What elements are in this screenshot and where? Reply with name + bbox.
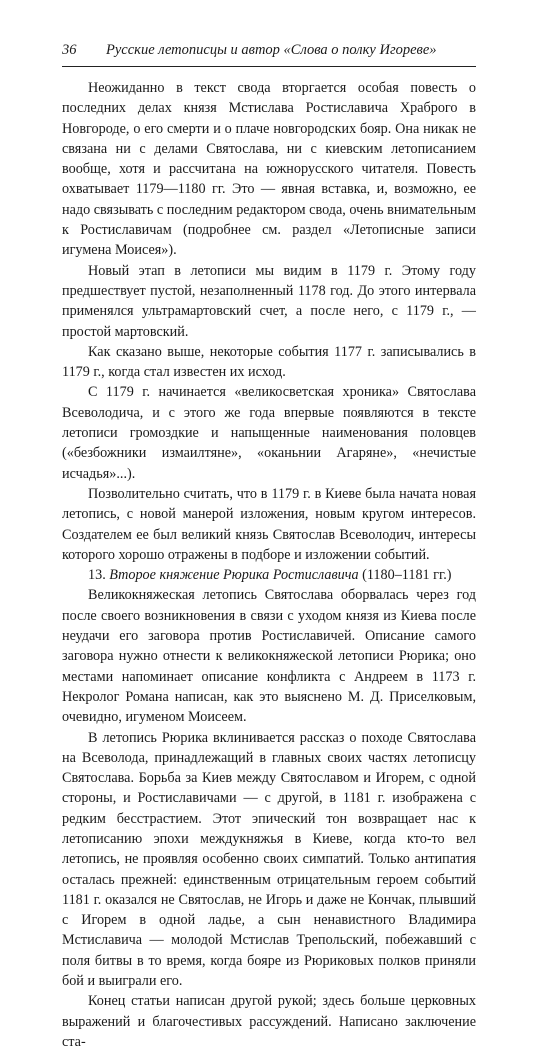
paragraph: Новый этап в летописи мы видим в 1179 г. Этому году предшествует пустой, незаполненный 1178 год. До этого интервала применялся ультрамартовский счет, а после него, с 1179 г., — простой мартовский. [62, 262, 476, 340]
section-heading [62, 565, 476, 585]
running-header [62, 42, 476, 64]
paragraph: В летопись Рюрика вклинивается рассказ о походе Святослава на Всеволода, принадлежащий в главных своих частях летописцу Святослава. Борьба за Киев между Святославом и Игорем, с одной стороны, и Ростиславичами — с другой, в 1181 г. изображена с редким бесстрастием. Этот эпический тон возвращает нас к летописанию эпохи междукняжья в Киеве, когда кто-то вел летопись, не проявляя особенно своих симпатий. Только антипатия осталась прежней: единственным отрицательным героем событий 1181 г. оказался не Святослав, не Игорь и даже не Кончак, плывший с Игорем в одной ладье, а сын ненавистного Владимира Мстиславича — молодой Мстислав Трепольский, побежавший с поля битвы в то время, когда бояре из Рюриковых полков приняли бой и выиграли его. [62, 729, 476, 990]
section-number: 13. [88, 567, 106, 584]
page-body [62, 78, 476, 1052]
paragraph: Как сказано выше, некоторые события 1177 г. записывались в 1179 г., когда стал известен их исход. [62, 343, 476, 381]
paragraph: С 1179 г. начинается «великосветская хроника» Святослава Всеволодича, и с этого же года впервые появляются в тексте летописи громоздкие и напыщенные наименования половцев («безбожники измаилтяне», «оканьнии Агаряне», «нечистые исчадья»...). [62, 384, 476, 482]
paragraph: Неожиданно в текст свода вторгается особая повесть о последних делах князя Мстислава Ростиславича Храброго в Новгороде, о его смерти и о плаче новгородских бояр. Она никак не связана ни с делами Святослава, ни с киевским летописанием вообще, хотя и рассчитана на южнорусского читателя. Повесть охватывает 1179—1180 гг. Это — явная вставка, и, возможно, ее надо связывать с последним редактором свода, очень внимательным к Ростиславичам (подробнее см. раздел «Летописные записи игумена Моисея»). [62, 80, 476, 259]
section-years: (1180–1181 гг.) [362, 567, 452, 584]
section-title: Второе княжение Рюрика Ростиславича [109, 567, 359, 584]
running-title: Русские летописцы и автор «Слова о полку Игореве» [106, 42, 437, 58]
paragraph: Великокняжеская летопись Святослава оборвалась через год после своего возникновения в связи с уходом князя из Киева после неудачи его заговора против Ростиславичей. Описание самого заговора нужно отнести к великокняжеской летописи Рюрика; оно местами напоминает описание конфликта с Андреем в 1173 г. Некролог Романа написан, как это выяснено М. Д. Приселковым, очевидно, игуменом Моисеем. [62, 587, 476, 726]
page-number: 36 [62, 42, 77, 58]
paragraph: Позволительно считать, что в 1179 г. в Киеве была начата новая летопись, с новой манерой изложения, новым кругом интересов. Создателем ее был великий князь Святослав Всеволодич, интересы которого хорошо отражены в подборе и изложении событий. [62, 485, 476, 563]
paragraph: Конец статьи написан другой рукой; здесь больше церковных выражений и благочестивых рассуждений. Написано заключение ста- [62, 993, 476, 1050]
header-rule [62, 66, 476, 67]
